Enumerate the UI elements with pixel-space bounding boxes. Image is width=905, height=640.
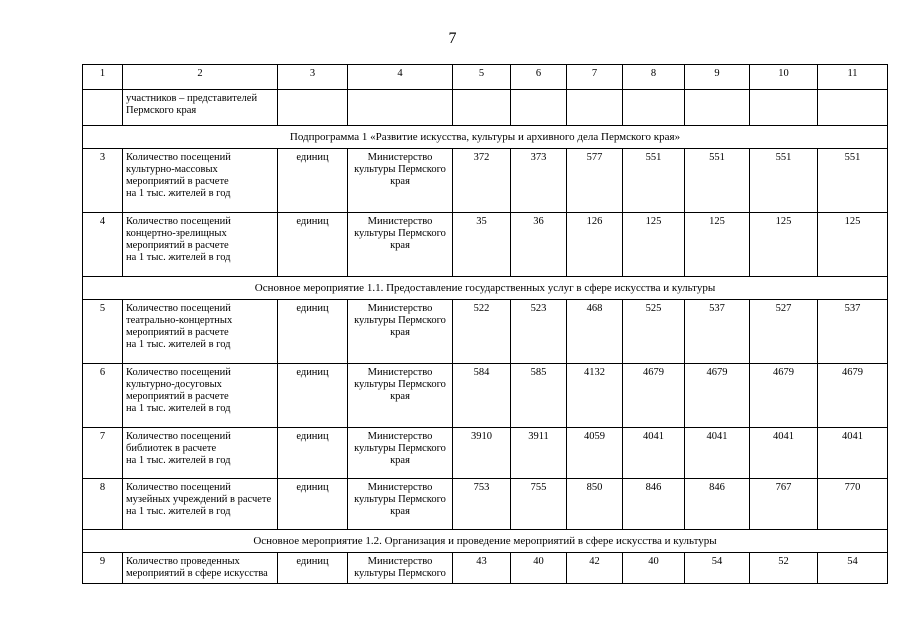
value-cell: 126 <box>567 213 623 277</box>
value-cell: 40 <box>511 553 567 584</box>
empty-cell <box>685 90 750 126</box>
value-cell: 522 <box>453 300 511 364</box>
indicator-name: Количество посещений культурно-массовых мероприятий в расчете на 1 тыс. жителей в год <box>126 152 231 199</box>
section-row <box>83 530 888 553</box>
table-row <box>83 479 888 530</box>
responsible-org-cell <box>348 479 453 530</box>
value-cell: 373 <box>511 149 567 213</box>
value-cell: 755 <box>511 479 567 530</box>
empty-cell <box>750 90 818 126</box>
indicator-name: Количество посещений театрально-концертных мероприятий в расчете на 1 тыс. жителей в год <box>126 303 233 350</box>
indicator-name: Количество проведенных мероприятий в сфере искусства <box>126 556 268 579</box>
indicator-name-cell <box>123 149 278 213</box>
empty-cell <box>567 90 623 126</box>
header-cell: 9 <box>685 65 750 90</box>
empty-cell <box>623 90 685 126</box>
responsible-org: Министерство культуры Пермского края <box>354 431 446 466</box>
value-cell: 3910 <box>453 428 511 479</box>
indicator-name-cell <box>123 364 278 428</box>
responsible-org-cell <box>348 213 453 277</box>
empty-cell <box>818 90 888 126</box>
num-cell <box>83 90 123 126</box>
table-row <box>83 428 888 479</box>
section-title: Основное мероприятие 1.2. Организация и проведение мероприятий в сфере искусства и культуры <box>83 530 888 553</box>
responsible-org-cell <box>348 553 453 584</box>
empty-cell <box>348 90 453 126</box>
value-cell: 4041 <box>623 428 685 479</box>
value-cell: 4059 <box>567 428 623 479</box>
responsible-org-cell <box>348 149 453 213</box>
responsible-org: Министерство культуры Пермского <box>354 556 446 579</box>
indicator-name: Количество посещений библиотек в расчете на 1 тыс. жителей в год <box>126 431 231 466</box>
responsible-org: Министерство культуры Пермского края <box>354 367 446 402</box>
indicator-name-cell <box>123 479 278 530</box>
value-cell: 125 <box>623 213 685 277</box>
value-cell: 52 <box>750 553 818 584</box>
header-cell: 1 <box>83 65 123 90</box>
value-cell: 551 <box>818 149 888 213</box>
value-cell: 4679 <box>750 364 818 428</box>
responsible-org: Министерство культуры Пермского края <box>354 152 446 187</box>
value-cell: 551 <box>623 149 685 213</box>
row-number-cell: 7 <box>83 428 123 479</box>
header-cell: 7 <box>567 65 623 90</box>
value-cell: 767 <box>750 479 818 530</box>
value-cell: 42 <box>567 553 623 584</box>
value-cell: 54 <box>818 553 888 584</box>
value-cell: 4041 <box>818 428 888 479</box>
unit-cell: единиц <box>278 149 348 213</box>
value-cell: 537 <box>818 300 888 364</box>
indicator-name: Количество посещений музейных учреждений в расчете на 1 тыс. жителей в год <box>126 482 272 517</box>
header-cell: 8 <box>623 65 685 90</box>
section-row <box>83 126 888 149</box>
value-cell: 3911 <box>511 428 567 479</box>
indicator-name: Количество посещений культурно-досуговых мероприятий в расчете на 1 тыс. жителей в год <box>126 367 231 414</box>
indicator-name-cell <box>123 213 278 277</box>
unit-cell: единиц <box>278 300 348 364</box>
responsible-org: Министерство культуры Пермского края <box>354 482 446 517</box>
empty-cell <box>278 90 348 126</box>
unit-cell: единиц <box>278 364 348 428</box>
row-number-cell: 4 <box>83 213 123 277</box>
table-row <box>83 364 888 428</box>
header-cell: 10 <box>750 65 818 90</box>
header-cell: 5 <box>453 65 511 90</box>
header-cell: 3 <box>278 65 348 90</box>
row-number-cell: 6 <box>83 364 123 428</box>
table-row <box>83 213 888 277</box>
row-number-cell: 3 <box>83 149 123 213</box>
section-title: Основное мероприятие 1.1. Предоставление государственных услуг в сфере искусства и культуры <box>83 277 888 300</box>
header-cell: 2 <box>123 65 278 90</box>
value-cell: 850 <box>567 479 623 530</box>
responsible-org: Министерство культуры Пермского края <box>354 216 446 251</box>
unit-cell: единиц <box>278 428 348 479</box>
table-body <box>83 65 888 584</box>
value-cell: 846 <box>623 479 685 530</box>
value-cell: 4041 <box>685 428 750 479</box>
value-cell: 125 <box>685 213 750 277</box>
value-cell: 753 <box>453 479 511 530</box>
unit-cell: единиц <box>278 479 348 530</box>
value-cell: 125 <box>750 213 818 277</box>
value-cell: 846 <box>685 479 750 530</box>
value-cell: 4132 <box>567 364 623 428</box>
row-number-cell: 9 <box>83 553 123 584</box>
value-cell: 372 <box>453 149 511 213</box>
indicator-name: участников – представителей Пермского края <box>126 93 258 116</box>
value-cell: 4679 <box>623 364 685 428</box>
page-number: 7 <box>448 30 457 47</box>
value-cell: 43 <box>453 553 511 584</box>
value-cell: 551 <box>685 149 750 213</box>
header-cell: 4 <box>348 65 453 90</box>
table-row <box>83 300 888 364</box>
value-cell: 4679 <box>685 364 750 428</box>
responsible-org-cell <box>348 300 453 364</box>
value-cell: 54 <box>685 553 750 584</box>
value-cell: 125 <box>818 213 888 277</box>
column-number-header-row <box>83 65 888 90</box>
continuation-row <box>83 90 888 126</box>
indicators-table <box>82 64 888 584</box>
value-cell: 468 <box>567 300 623 364</box>
responsible-org: Министерство культуры Пермского края <box>354 303 446 338</box>
responsible-org-cell <box>348 364 453 428</box>
indicator-name-cell <box>123 428 278 479</box>
value-cell: 35 <box>453 213 511 277</box>
unit-cell: единиц <box>278 553 348 584</box>
responsible-org-cell <box>348 428 453 479</box>
value-cell: 551 <box>750 149 818 213</box>
value-cell: 523 <box>511 300 567 364</box>
table-row <box>83 149 888 213</box>
section-row <box>83 277 888 300</box>
value-cell: 577 <box>567 149 623 213</box>
value-cell: 770 <box>818 479 888 530</box>
indicator-name-cell <box>123 300 278 364</box>
table-row <box>83 553 888 584</box>
row-number-cell: 8 <box>83 479 123 530</box>
empty-cell <box>511 90 567 126</box>
indicator-name-cell <box>123 553 278 584</box>
indicator-name: Количество посещений концертно-зрелищных мероприятий в расчете на 1 тыс. жителей в год <box>126 216 231 263</box>
header-cell: 11 <box>818 65 888 90</box>
header-cell: 6 <box>511 65 567 90</box>
unit-cell: единиц <box>278 213 348 277</box>
value-cell: 40 <box>623 553 685 584</box>
value-cell: 584 <box>453 364 511 428</box>
row-number-cell: 5 <box>83 300 123 364</box>
value-cell: 527 <box>750 300 818 364</box>
value-cell: 4041 <box>750 428 818 479</box>
value-cell: 525 <box>623 300 685 364</box>
value-cell: 537 <box>685 300 750 364</box>
empty-cell <box>453 90 511 126</box>
section-title: Подпрограмма 1 «Развитие искусства, культуры и архивного дела Пермского края» <box>83 126 888 149</box>
value-cell: 585 <box>511 364 567 428</box>
value-cell: 4679 <box>818 364 888 428</box>
indicator-name-cell <box>123 90 278 126</box>
value-cell: 36 <box>511 213 567 277</box>
